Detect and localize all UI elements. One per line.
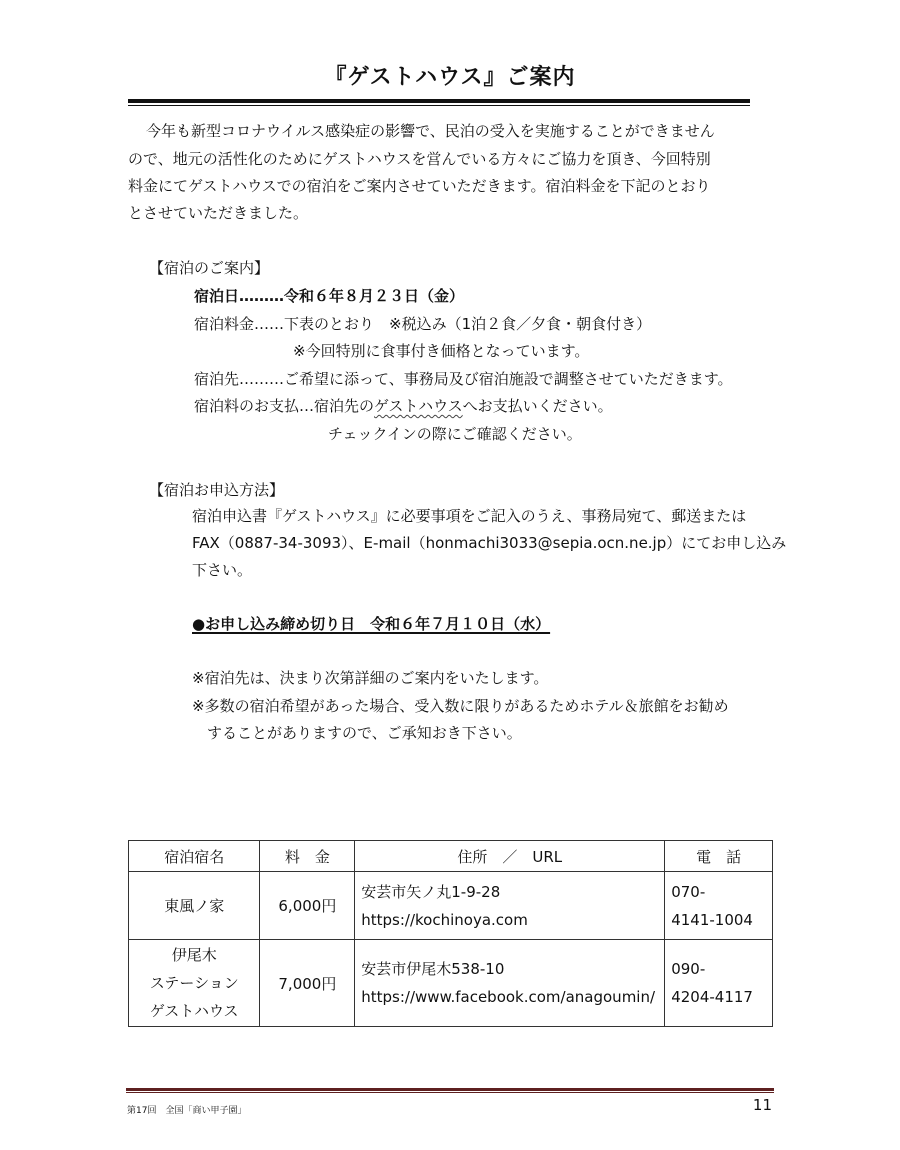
stay-fee-note: ※今回特別に食事付き価格となっています。 — [293, 342, 590, 360]
guesthouse-phone-1: 070- — [671, 882, 706, 901]
header-address: 住所 ／ URL — [355, 841, 665, 872]
stay-payment — [194, 396, 613, 416]
guesthouse-price: 7,000円 — [260, 940, 355, 1027]
guesthouse-name-cell — [129, 940, 260, 1027]
guesthouse-name: 東風ノ家 — [129, 872, 260, 940]
page-number: 11 — [752, 1096, 772, 1114]
guesthouse-address-cell — [355, 940, 665, 1027]
guesthouse-address: 安芸市矢ノ丸1-9-28 — [361, 882, 501, 901]
guesthouse-phone-cell — [665, 872, 773, 940]
table-row — [129, 940, 773, 1027]
apply-line-1: 宿泊申込書『ゲストハウス』に必要事項をご記入のうえ、事務局宛て、郵送または — [192, 507, 747, 525]
payment-guesthouse: ゲストハウス — [374, 397, 463, 415]
guesthouse-url[interactable]: https://www.facebook.com/anagoumin/ — [361, 988, 656, 1006]
guesthouse-phone-2: 4204-4117 — [671, 988, 753, 1006]
note-line-3: することがありますので、ご承知おき下さい。 — [192, 724, 522, 742]
stay-heading: 【宿泊のご案内】 — [149, 259, 270, 277]
payment-prefix: 宿泊料のお支払…宿泊先の — [194, 397, 375, 415]
guesthouse-phone-1: 090- — [671, 960, 706, 978]
intro-line-1: 今年も新型コロナウイルス感染症の影響で、民泊の受入を実施することができません — [146, 122, 715, 140]
stay-fee: 宿泊料金……下表のとおり ※税込み（1泊２食／夕食・朝食付き） — [194, 315, 652, 333]
guesthouse-url[interactable]: https://kochinoya.com — [361, 910, 528, 929]
guesthouse-address: 安芸市伊尾木538-10 — [361, 960, 505, 978]
title-divider — [128, 99, 750, 107]
stay-payment-note: チェックインの際にご確認ください。 — [328, 425, 582, 443]
guesthouse-table — [128, 840, 773, 1027]
footer-event-name: 第17回 全国「商い甲子園」 — [127, 1106, 247, 1116]
page-title: 『ゲストハウス』ご案内 — [324, 65, 576, 90]
payment-suffix: へお支払いください。 — [462, 397, 613, 415]
guesthouse-phone-2: 4141-1004 — [671, 910, 753, 929]
header-price: 料 金 — [260, 841, 355, 872]
intro-line-4: とさせていただきました。 — [128, 204, 309, 222]
note-line-2: ※多数の宿泊希望があった場合、受入数に限りがあるためホテル＆旅館をお勧め — [192, 697, 729, 715]
note-line-1: ※宿泊先は、決まり次第詳細のご案内をいたします。 — [192, 669, 549, 687]
guesthouse-address-cell — [355, 872, 665, 940]
stay-place: 宿泊先………ご希望に添って、事務局及び宿泊施設で調整させていただきます。 — [194, 370, 733, 388]
guesthouse-phone-cell — [665, 940, 773, 1027]
header-phone: 電 話 — [665, 841, 773, 872]
guesthouse-name-2: ステーション — [149, 974, 239, 992]
footer-divider — [126, 1088, 774, 1093]
guesthouse-price: 6,000円 — [260, 872, 355, 940]
apply-heading: 【宿泊お申込方法】 — [149, 481, 285, 499]
intro-line-2: ので、地元の活性化のためにゲストハウスを営んでいる方々にご協力を頂き、今回特別 — [128, 150, 711, 168]
intro-line-3: 料金にてゲストハウスでの宿泊をご案内させていただきます。宿泊料金を下記のとおり — [128, 177, 711, 195]
apply-line-2: FAX（0887-34-3093）、E-mail（honmachi3033@sepia.ocn.ne.jp）にてお申し込み — [192, 534, 787, 552]
guesthouse-name-1: 伊尾木 — [171, 946, 217, 964]
apply-line-3: 下さい。 — [192, 561, 253, 579]
application-deadline: ●お申し込み締め切り日 令和６年７月１０日（水） — [192, 615, 551, 633]
table-row — [129, 872, 773, 940]
header-name: 宿泊宿名 — [129, 841, 260, 872]
stay-date: 宿泊日………令和６年８月２３日（金） — [194, 287, 465, 305]
table-header-row — [129, 841, 773, 872]
guesthouse-name-3: ゲストハウス — [149, 1002, 239, 1020]
